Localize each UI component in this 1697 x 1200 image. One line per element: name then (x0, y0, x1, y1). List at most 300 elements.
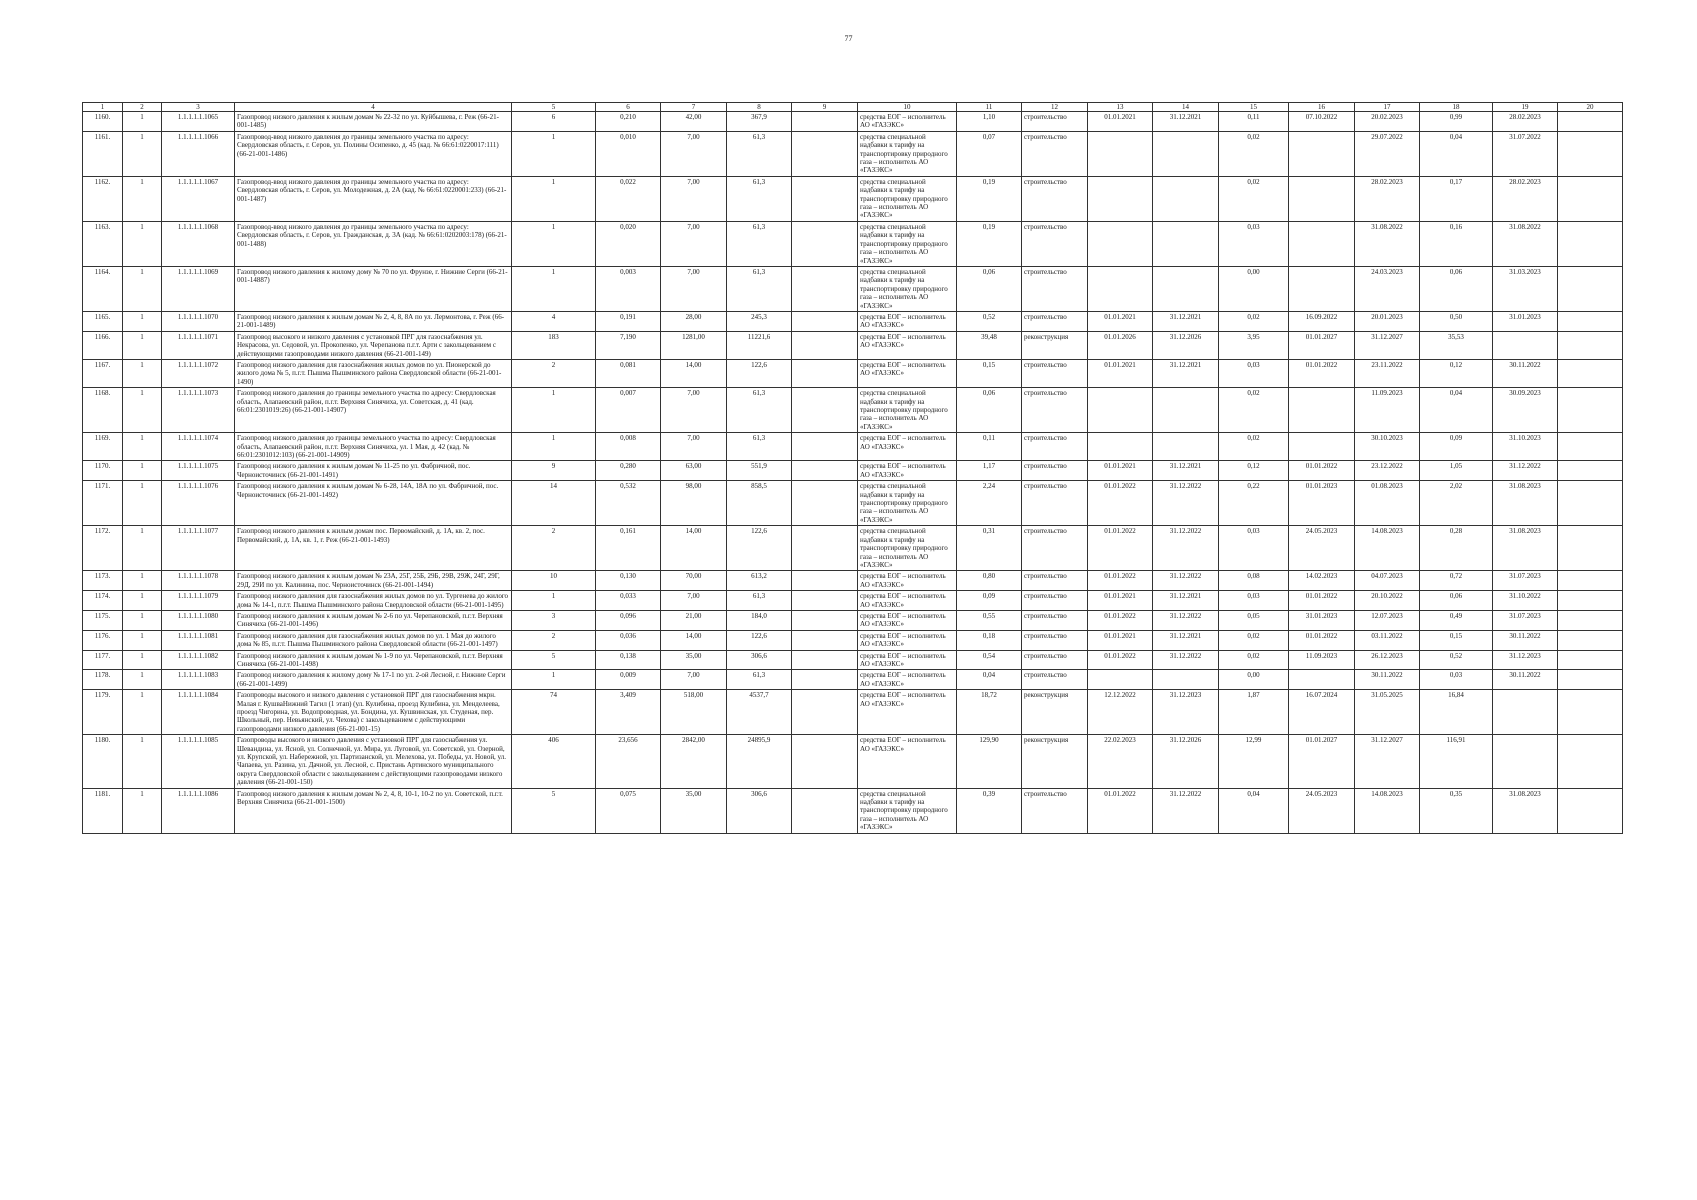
start-date-cell: 01.01.2021 (1088, 461, 1153, 481)
connections-cell: 61,3 (727, 176, 792, 221)
funding-source-cell: средства специальной надбавки к тарифу на транспортировку природного газа – исполнитель АО «ГАЗЭКС» (858, 788, 957, 833)
col-20-cell (1558, 650, 1623, 670)
capacity-cell: 7,00 (661, 221, 727, 266)
funding-source-cell: средства специальной надбавки к тарифу на транспортировку природного газа – исполнитель АО «ГАЗЭКС» (858, 221, 957, 266)
col-16-cell: 16.07.2024 (1289, 690, 1355, 735)
col-19-cell: 31.07.2023 (1493, 610, 1558, 630)
column-header: 8 (727, 103, 792, 112)
col-19-cell: 31.08.2022 (1493, 221, 1558, 266)
col-19-cell: 31.08.2023 (1493, 481, 1558, 526)
start-date-cell: 01.01.2022 (1088, 650, 1153, 670)
funding-source-cell: средства специальной надбавки к тарифу на транспортировку природного газа – исполнитель АО «ГАЗЭКС» (858, 176, 957, 221)
row-number-cell: 1170. (83, 461, 123, 481)
length-cell: 0,009 (596, 670, 661, 690)
project-name-cell: Газопроводы высокого и низкого давления с установкой ПРГ для газоснабжения ул. Шевандина, ул. Ясной, ул. Солнечной, ул. Мира, ул. Луговой, ул. Советской, ул. Озерной, ул. Крупской, ул. Набережной, ул. Партизанской, ул. Мелехова, ул. Победы, ул. Новой, ул. Чапаева, ул. Разина, ул. Дачной, ул. Лесной, с. Пристань Артинского муниципального округа Свердловской области с закольцеванием с действующими газопроводами низкого давления (66-21-001-150) (235, 735, 512, 788)
col-16-cell (1289, 266, 1355, 311)
col-20-cell (1558, 630, 1623, 650)
qty-cell: 2 (512, 630, 596, 650)
col-20-cell (1558, 571, 1623, 591)
table-row (83, 388, 1623, 433)
column-header: 14 (1153, 103, 1219, 112)
table-row (83, 221, 1623, 266)
length-cell: 0,280 (596, 461, 661, 481)
col-19-cell: 30.11.2022 (1493, 630, 1558, 650)
row-number-cell: 1162. (83, 176, 123, 221)
col-19-cell: 31.08.2023 (1493, 526, 1558, 571)
level-cell: 1 (123, 131, 162, 176)
qty-cell: 1 (512, 266, 596, 311)
cost-cell: 0,19 (957, 221, 1022, 266)
capacity-cell: 7,00 (661, 433, 727, 461)
col-17-cell: 20.10.2022 (1355, 591, 1420, 611)
work-type-cell: строительство (1022, 266, 1088, 311)
project-code-cell: 1.1.1.1.1.1086 (162, 788, 235, 833)
table-row (83, 571, 1623, 591)
project-name-cell: Газопровод низкого давления для газоснабжения жилых домов по ул. 1 Мая до жилого дома № 85, п.г.т. Пышма Пышминского района Свердловской области (66-21-001-1497) (235, 630, 512, 650)
column-header: 9 (792, 103, 858, 112)
length-cell: 0,020 (596, 221, 661, 266)
col-15-cell: 0,02 (1219, 176, 1289, 221)
length-cell: 0,008 (596, 433, 661, 461)
start-date-cell (1088, 670, 1153, 690)
end-date-cell: 31.12.2023 (1153, 690, 1219, 735)
col-18-cell: 0,04 (1420, 388, 1493, 433)
col-9-cell (792, 571, 858, 591)
end-date-cell: 31.12.2021 (1153, 311, 1219, 331)
work-type-cell: строительство (1022, 388, 1088, 433)
col-20-cell (1558, 176, 1623, 221)
table-row (83, 610, 1623, 630)
row-number-cell: 1179. (83, 690, 123, 735)
col-15-cell: 0,04 (1219, 788, 1289, 833)
capacity-cell: 7,00 (661, 670, 727, 690)
col-17-cell: 20.02.2023 (1355, 112, 1420, 132)
col-15-cell: 0,02 (1219, 630, 1289, 650)
start-date-cell: 01.01.2022 (1088, 481, 1153, 526)
project-name-cell: Газопровод-ввод низкого давления до границы земельного участка по адресу: Свердловская область, г. Серов, ул. Гражданская, д. 3А (кад. № 66:61:0202003:178) (66-21-001-1488) (235, 221, 512, 266)
cost-cell: 18,72 (957, 690, 1022, 735)
work-type-cell: строительство (1022, 359, 1088, 387)
col-18-cell: 2,02 (1420, 481, 1493, 526)
investment-program-table (82, 102, 1623, 834)
connections-cell: 306,6 (727, 788, 792, 833)
start-date-cell (1088, 176, 1153, 221)
end-date-cell: 31.12.2022 (1153, 526, 1219, 571)
table-row (83, 650, 1623, 670)
project-name-cell: Газопровод низкого давления к жилым домам № 6-28, 14А, 18А по ул. Фабричной, пос. Черноисточинск (66-21-001-1492) (235, 481, 512, 526)
end-date-cell (1153, 131, 1219, 176)
col-17-cell: 01.08.2023 (1355, 481, 1420, 526)
level-cell: 1 (123, 359, 162, 387)
col-18-cell: 0,03 (1420, 670, 1493, 690)
capacity-cell: 14,00 (661, 526, 727, 571)
row-number-cell: 1181. (83, 788, 123, 833)
column-header: 7 (661, 103, 727, 112)
work-type-cell: строительство (1022, 630, 1088, 650)
row-number-cell: 1171. (83, 481, 123, 526)
row-number-cell: 1172. (83, 526, 123, 571)
capacity-cell: 14,00 (661, 630, 727, 650)
length-cell: 0,022 (596, 176, 661, 221)
start-date-cell: 01.01.2022 (1088, 610, 1153, 630)
col-19-cell: 31.03.2023 (1493, 266, 1558, 311)
end-date-cell (1153, 266, 1219, 311)
column-header: 17 (1355, 103, 1420, 112)
funding-source-cell: средства ЕОГ – исполнитель АО «ГАЗЭКС» (858, 112, 957, 132)
work-type-cell: строительство (1022, 131, 1088, 176)
col-16-cell: 07.10.2022 (1289, 112, 1355, 132)
connections-cell: 61,3 (727, 131, 792, 176)
col-15-cell: 0,00 (1219, 266, 1289, 311)
connections-cell: 551,9 (727, 461, 792, 481)
start-date-cell (1088, 221, 1153, 266)
project-code-cell: 1.1.1.1.1.1081 (162, 630, 235, 650)
col-18-cell: 0,52 (1420, 650, 1493, 670)
col-16-cell: 01.01.2022 (1289, 359, 1355, 387)
project-code-cell: 1.1.1.1.1.1078 (162, 571, 235, 591)
capacity-cell: 7,00 (661, 266, 727, 311)
col-20-cell (1558, 591, 1623, 611)
page-number: 77 (844, 34, 853, 43)
project-name-cell: Газопровод низкого давления к жилым домам № 2-6 по ул. Черепановской, п.г.т. Верхняя Синячиха (66-21-001-1496) (235, 610, 512, 630)
column-number-row (83, 103, 1623, 112)
project-name-cell: Газопровод низкого давления к жилым домам № 23А, 25Г, 25Б, 29Б, 29В, 29Ж, 24Г, 29Г, 29Д, 29И по ул. Калинина, пос. Черноисточинск (66-21-001-1494) (235, 571, 512, 591)
length-cell: 7,190 (596, 331, 661, 359)
capacity-cell: 1281,00 (661, 331, 727, 359)
cost-cell: 0,80 (957, 571, 1022, 591)
capacity-cell: 35,00 (661, 650, 727, 670)
project-name-cell: Газопровод низкого давления к жилым домам пос. Первомайский, д. 1А, кв. 2, пос. Первомайский, д. 1А, кв. 1, г. Реж (66-21-001-1493) (235, 526, 512, 571)
work-type-cell: реконструкция (1022, 735, 1088, 788)
col-20-cell (1558, 610, 1623, 630)
project-code-cell: 1.1.1.1.1.1080 (162, 610, 235, 630)
qty-cell: 9 (512, 461, 596, 481)
qty-cell: 5 (512, 788, 596, 833)
col-20-cell (1558, 359, 1623, 387)
capacity-cell: 63,00 (661, 461, 727, 481)
column-header: 19 (1493, 103, 1558, 112)
connections-cell: 306,6 (727, 650, 792, 670)
length-cell: 0,081 (596, 359, 661, 387)
project-name-cell: Газопровод низкого давления к жилым домам № 2, 4, 8, 10-1, 10-2 по ул. Советской, п.г.т. Верхняя Синячиха (66-21-001-1500) (235, 788, 512, 833)
col-17-cell: 23.12.2022 (1355, 461, 1420, 481)
column-header: 12 (1022, 103, 1088, 112)
row-number-cell: 1178. (83, 670, 123, 690)
end-date-cell: 31.12.2021 (1153, 461, 1219, 481)
project-name-cell: Газопровод низкого давления к жилому дому № 70 по ул. Фрунзе, г. Нижние Серги (66-21-001-14887) (235, 266, 512, 311)
capacity-cell: 70,00 (661, 571, 727, 591)
work-type-cell: строительство (1022, 571, 1088, 591)
table-row (83, 311, 1623, 331)
col-19-cell: 31.12.2023 (1493, 650, 1558, 670)
col-20-cell (1558, 788, 1623, 833)
row-number-cell: 1160. (83, 112, 123, 132)
connections-cell: 122,6 (727, 359, 792, 387)
col-20-cell (1558, 461, 1623, 481)
col-9-cell (792, 112, 858, 132)
cost-cell: 0,31 (957, 526, 1022, 571)
project-code-cell: 1.1.1.1.1.1071 (162, 331, 235, 359)
level-cell: 1 (123, 670, 162, 690)
col-15-cell: 0,03 (1219, 221, 1289, 266)
col-15-cell: 0,05 (1219, 610, 1289, 630)
cost-cell: 0,04 (957, 670, 1022, 690)
qty-cell: 6 (512, 112, 596, 132)
table-body (83, 112, 1623, 834)
project-name-cell: Газопровод низкого давления к жилым домам № 2, 4, 8, 8А по ул. Лермонтова, г. Реж (66-21-001-1489) (235, 311, 512, 331)
capacity-cell: 42,00 (661, 112, 727, 132)
col-9-cell (792, 221, 858, 266)
col-19-cell (1493, 331, 1558, 359)
project-code-cell: 1.1.1.1.1.1065 (162, 112, 235, 132)
project-code-cell: 1.1.1.1.1.1073 (162, 388, 235, 433)
project-code-cell: 1.1.1.1.1.1070 (162, 311, 235, 331)
end-date-cell: 31.12.2026 (1153, 331, 1219, 359)
column-header: 5 (512, 103, 596, 112)
cost-cell: 0,07 (957, 131, 1022, 176)
col-17-cell: 12.07.2023 (1355, 610, 1420, 630)
project-code-cell: 1.1.1.1.1.1077 (162, 526, 235, 571)
length-cell: 0,033 (596, 591, 661, 611)
table-row (83, 591, 1623, 611)
funding-source-cell: средства специальной надбавки к тарифу на транспортировку природного газа – исполнитель АО «ГАЗЭКС» (858, 266, 957, 311)
col-17-cell: 23.11.2022 (1355, 359, 1420, 387)
table-row (83, 670, 1623, 690)
col-19-cell: 31.07.2022 (1493, 131, 1558, 176)
work-type-cell: строительство (1022, 591, 1088, 611)
connections-cell: 245,3 (727, 311, 792, 331)
length-cell: 3,409 (596, 690, 661, 735)
table-row (83, 461, 1623, 481)
row-number-cell: 1180. (83, 735, 123, 788)
col-16-cell: 01.01.2022 (1289, 461, 1355, 481)
col-9-cell (792, 526, 858, 571)
column-header: 10 (858, 103, 957, 112)
col-19-cell: 31.07.2023 (1493, 571, 1558, 591)
project-name-cell: Газопровод высокого и низкого давления с установкой ПРГ для газоснабжения ул. Некрасова, ул. Седовой, ул. Прокопенко, ул. Черепанова п.г.т. Арти с закольцеванием с действующими газопроводами низкого давления (66-21-001-149) (235, 331, 512, 359)
end-date-cell (1153, 221, 1219, 266)
project-name-cell: Газопровод низкого давления к жилому дому № 17-1 по ул. 2-ой Лесной, г. Нижние Серги (66-21-001-1499) (235, 670, 512, 690)
level-cell: 1 (123, 433, 162, 461)
qty-cell: 10 (512, 571, 596, 591)
col-16-cell (1289, 176, 1355, 221)
row-number-cell: 1167. (83, 359, 123, 387)
col-9-cell (792, 690, 858, 735)
col-15-cell: 0,03 (1219, 359, 1289, 387)
col-15-cell: 0,22 (1219, 481, 1289, 526)
project-code-cell: 1.1.1.1.1.1084 (162, 690, 235, 735)
connections-cell: 367,9 (727, 112, 792, 132)
qty-cell: 1 (512, 591, 596, 611)
qty-cell: 4 (512, 311, 596, 331)
col-20-cell (1558, 526, 1623, 571)
project-code-cell: 1.1.1.1.1.1074 (162, 433, 235, 461)
funding-source-cell: средства ЕОГ – исполнитель АО «ГАЗЭКС» (858, 670, 957, 690)
project-name-cell: Газопровод низкого давления к жилым домам № 1-9 по ул. Черепановской, п.г.т. Верхняя Синячиха (66-21-001-1498) (235, 650, 512, 670)
col-20-cell (1558, 735, 1623, 788)
qty-cell: 1 (512, 221, 596, 266)
col-17-cell: 29.07.2022 (1355, 131, 1420, 176)
funding-source-cell: средства специальной надбавки к тарифу на транспортировку природного газа – исполнитель АО «ГАЗЭКС» (858, 526, 957, 571)
length-cell: 23,656 (596, 735, 661, 788)
table-row (83, 359, 1623, 387)
capacity-cell: 7,00 (661, 176, 727, 221)
start-date-cell: 01.01.2026 (1088, 331, 1153, 359)
row-number-cell: 1177. (83, 650, 123, 670)
col-15-cell: 12,99 (1219, 735, 1289, 788)
column-header: 4 (235, 103, 512, 112)
level-cell: 1 (123, 650, 162, 670)
col-18-cell: 116,91 (1420, 735, 1493, 788)
col-19-cell: 28.02.2023 (1493, 112, 1558, 132)
qty-cell: 2 (512, 359, 596, 387)
start-date-cell: 01.01.2021 (1088, 112, 1153, 132)
col-9-cell (792, 266, 858, 311)
col-15-cell: 0,02 (1219, 311, 1289, 331)
column-header: 1 (83, 103, 123, 112)
col-16-cell: 11.09.2023 (1289, 650, 1355, 670)
col-16-cell: 24.05.2023 (1289, 788, 1355, 833)
col-20-cell (1558, 481, 1623, 526)
level-cell: 1 (123, 571, 162, 591)
col-9-cell (792, 359, 858, 387)
length-cell: 0,130 (596, 571, 661, 591)
connections-cell: 24895,9 (727, 735, 792, 788)
end-date-cell: 31.12.2022 (1153, 481, 1219, 526)
funding-source-cell: средства ЕОГ – исполнитель АО «ГАЗЭКС» (858, 630, 957, 650)
cost-cell: 0,54 (957, 650, 1022, 670)
qty-cell: 406 (512, 735, 596, 788)
length-cell: 0,210 (596, 112, 661, 132)
col-15-cell: 0,08 (1219, 571, 1289, 591)
funding-source-cell: средства ЕОГ – исполнитель АО «ГАЗЭКС» (858, 331, 957, 359)
qty-cell: 3 (512, 610, 596, 630)
project-name-cell: Газопровод низкого давления до границы земельного участка по адресу: Свердловская область, Алапаевский район, п.г.т. Верхняя Синячиха, ул. Советская, д. 41 (кад. 66:01:2301019:26) (66-21-001-14907) (235, 388, 512, 433)
project-code-cell: 1.1.1.1.1.1068 (162, 221, 235, 266)
project-name-cell: Газопровод низкого давления к жилым домам № 22-32 по ул. Куйбышева, г. Реж (66-21-001-1485) (235, 112, 512, 132)
col-19-cell: 28.02.2023 (1493, 176, 1558, 221)
project-name-cell: Газопровод-ввод низкого давления до границы земельного участка по адресу: Свердловская область, г. Серов, ул. Молодежная, д. 2А (кад. № 66:61:0220001:233) (66-21-001-1487) (235, 176, 512, 221)
column-header: 16 (1289, 103, 1355, 112)
row-number-cell: 1165. (83, 311, 123, 331)
work-type-cell: строительство (1022, 176, 1088, 221)
funding-source-cell: средства специальной надбавки к тарифу на транспортировку природного газа – исполнитель АО «ГАЗЭКС» (858, 131, 957, 176)
connections-cell: 613,2 (727, 571, 792, 591)
length-cell: 0,010 (596, 131, 661, 176)
col-9-cell (792, 735, 858, 788)
col-17-cell: 04.07.2023 (1355, 571, 1420, 591)
length-cell: 0,003 (596, 266, 661, 311)
column-header: 2 (123, 103, 162, 112)
end-date-cell: 31.12.2021 (1153, 112, 1219, 132)
col-19-cell: 31.12.2022 (1493, 461, 1558, 481)
level-cell: 1 (123, 481, 162, 526)
col-17-cell: 03.11.2022 (1355, 630, 1420, 650)
col-16-cell: 01.01.2022 (1289, 591, 1355, 611)
cost-cell: 0,39 (957, 788, 1022, 833)
connections-cell: 122,6 (727, 630, 792, 650)
cost-cell: 1,17 (957, 461, 1022, 481)
col-17-cell: 31.05.2025 (1355, 690, 1420, 735)
col-17-cell: 24.03.2023 (1355, 266, 1420, 311)
col-17-cell: 11.09.2023 (1355, 388, 1420, 433)
col-18-cell: 0,16 (1420, 221, 1493, 266)
col-19-cell: 31.08.2023 (1493, 788, 1558, 833)
project-name-cell: Газопровод низкого давления для газоснабжения жилых домов по ул. Тургенева до жилого дома № 14-1, п.г.т. Пышма Пышминского района Свердловской области (66-21-001-1495) (235, 591, 512, 611)
table-row (83, 176, 1623, 221)
col-18-cell: 0,50 (1420, 311, 1493, 331)
end-date-cell: 31.12.2022 (1153, 650, 1219, 670)
table-row (83, 481, 1623, 526)
col-15-cell: 0,02 (1219, 433, 1289, 461)
qty-cell: 1 (512, 131, 596, 176)
row-number-cell: 1174. (83, 591, 123, 611)
col-16-cell (1289, 670, 1355, 690)
project-code-cell: 1.1.1.1.1.1069 (162, 266, 235, 311)
col-20-cell (1558, 266, 1623, 311)
cost-cell: 0,06 (957, 388, 1022, 433)
row-number-cell: 1175. (83, 610, 123, 630)
col-19-cell: 31.10.2022 (1493, 591, 1558, 611)
col-16-cell: 24.05.2023 (1289, 526, 1355, 571)
cost-cell: 2,24 (957, 481, 1022, 526)
table-row (83, 526, 1623, 571)
col-9-cell (792, 610, 858, 630)
col-17-cell: 26.12.2023 (1355, 650, 1420, 670)
column-header: 13 (1088, 103, 1153, 112)
level-cell: 1 (123, 176, 162, 221)
length-cell: 0,075 (596, 788, 661, 833)
col-19-cell (1493, 735, 1558, 788)
capacity-cell: 2842,00 (661, 735, 727, 788)
col-15-cell: 0,11 (1219, 112, 1289, 132)
col-15-cell: 0,03 (1219, 526, 1289, 571)
col-15-cell: 0,02 (1219, 131, 1289, 176)
col-18-cell: 0,15 (1420, 630, 1493, 650)
col-15-cell: 0,02 (1219, 388, 1289, 433)
start-date-cell: 01.01.2022 (1088, 788, 1153, 833)
capacity-cell: 98,00 (661, 481, 727, 526)
col-9-cell (792, 388, 858, 433)
end-date-cell: 31.12.2021 (1153, 591, 1219, 611)
col-20-cell (1558, 433, 1623, 461)
length-cell: 0,096 (596, 610, 661, 630)
column-header: 15 (1219, 103, 1289, 112)
column-header: 11 (957, 103, 1022, 112)
length-cell: 0,007 (596, 388, 661, 433)
connections-cell: 61,3 (727, 266, 792, 311)
end-date-cell: 31.12.2026 (1153, 735, 1219, 788)
project-name-cell: Газопровод низкого давления к жилым домам № 11-25 по ул. Фабричной, пос. Черноисточинск (66-21-001-1491) (235, 461, 512, 481)
cost-cell: 0,52 (957, 311, 1022, 331)
work-type-cell: строительство (1022, 112, 1088, 132)
col-9-cell (792, 630, 858, 650)
qty-cell: 2 (512, 526, 596, 571)
col-17-cell: 31.08.2022 (1355, 221, 1420, 266)
col-17-cell: 31.12.2027 (1355, 331, 1420, 359)
cost-cell: 1,10 (957, 112, 1022, 132)
project-code-cell: 1.1.1.1.1.1082 (162, 650, 235, 670)
capacity-cell: 14,00 (661, 359, 727, 387)
length-cell: 0,036 (596, 630, 661, 650)
col-18-cell: 0,49 (1420, 610, 1493, 630)
project-name-cell: Газопроводы высокого и низкого давления с установкой ПРГ для газоснабжения мкрн. Малая г. КушваНижний Тагил (1 этап) (ул. Кулибина, проезд Кулибина, ул. Менделеева, проезд Чигорина, ул. Водопроводная, ул. Бондина, ул. Кушвинская, ул. Студеная, пер. Школьный, пер. Невьянский, ул. Чехова) с закольцеванием с действующими газопроводами низкого давления (66-21-001-15) (235, 690, 512, 735)
start-date-cell: 01.01.2021 (1088, 311, 1153, 331)
end-date-cell (1153, 388, 1219, 433)
level-cell: 1 (123, 630, 162, 650)
col-18-cell: 0,04 (1420, 131, 1493, 176)
column-header: 6 (596, 103, 661, 112)
